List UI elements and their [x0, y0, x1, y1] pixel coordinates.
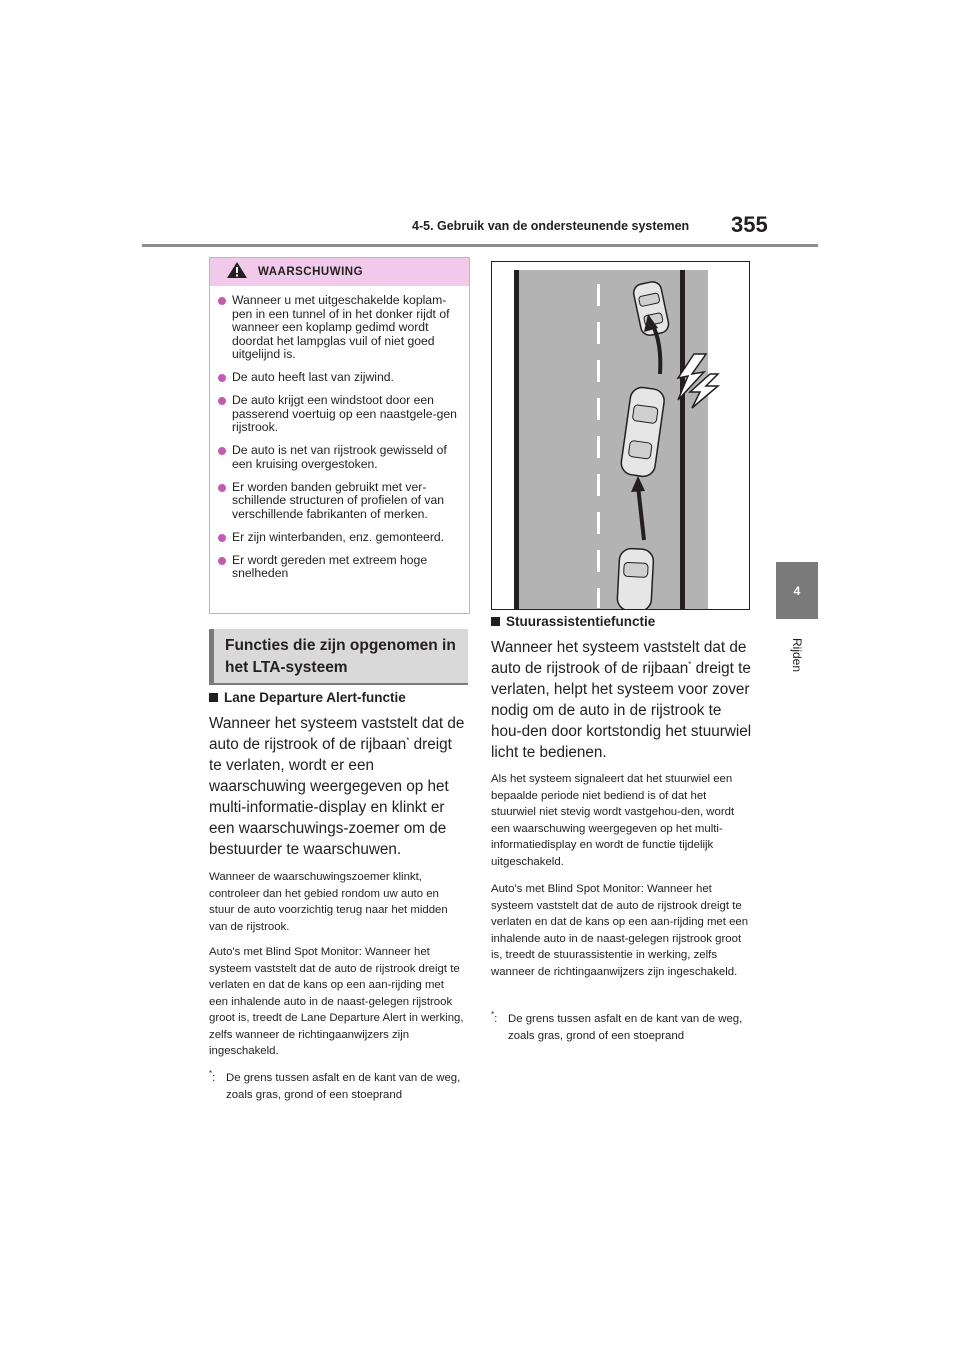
steering-body — [491, 637, 753, 763]
section-heading: Functies die zijn opgenomen in het LTA-systeem — [225, 637, 456, 676]
footnote-marker: * — [406, 735, 410, 745]
warning-triangle-icon — [226, 261, 248, 284]
bullet-icon — [218, 374, 226, 382]
section-heading-bar — [209, 629, 214, 685]
warning-item — [216, 444, 463, 471]
bullet-icon — [218, 534, 226, 542]
lda-body-text-cont: dreigt te verlaten, wordt er een waarschuwing weergegeven op het multi-informatie-display en klinkt er een waarschuwings-zoemer om de bestuurder te waarschuwen. — [209, 736, 452, 858]
steering-note-bsm: Auto's met Blind Spot Monitor: Wanneer het systeem vaststelt dat de auto de rijstrook dreigt te verlaten en dat de kans op een aan-rijding met een inhalende auto in de naast-gelegen rijstrook groot is, treedt de stuurassistentie in werking, zelfs wanneer de richtingaanwijzers zijn ingeschakeld. — [491, 883, 749, 978]
lda-note-bsm: Auto's met Blind Spot Monitor: Wanneer het systeem vaststelt dat de auto de rijstrook dreigt te verlaten en dat de kans op een aan-rijding met een inhalende auto in de naast-gelegen rijstrook groot is, treedt de Lane Departure Alert in werking, zelfs wanneer de richtingaanwijzers zijn ingeschakeld. — [209, 946, 464, 1057]
footnote-marker: * — [209, 1069, 213, 1079]
road-edge-left — [514, 270, 519, 609]
lane-center-dashes — [597, 284, 600, 608]
warning-item — [216, 371, 463, 385]
bullet-icon — [218, 557, 226, 565]
bullet-icon — [218, 484, 226, 492]
chapter-label: Rijden — [790, 638, 804, 673]
lda-footnote: *: De grens tussen asfalt en de kant van de weg, zoals gras, grond of een stoeprand — [209, 1070, 465, 1103]
warning-item-text: De auto krijgt een windstoot door een passerend voertuig op een naastgele-gen rijstrook. — [232, 393, 457, 434]
bullet-icon — [218, 447, 226, 455]
warning-item-text: Er worden banden gebruikt met ver-schillende structuren of profielen of van verschillende fabrikanten of merken. — [232, 479, 445, 521]
header-divider — [142, 244, 818, 247]
warning-item — [216, 481, 463, 522]
lda-body-text: Wanneer het systeem vaststelt dat de auto de rijstrook of de rijbaan — [209, 715, 465, 753]
footnote-marker: * — [491, 1010, 495, 1020]
lane-assist-illustration — [491, 261, 750, 610]
warning-item — [216, 554, 463, 581]
warning-list — [210, 286, 469, 581]
chapter-tab: 4 — [776, 562, 818, 619]
warning-item-text: Wanneer u met uitgeschakelde koplam-pen in een tunnel of in het donker rijdt of wanneer een koplamp gedimd wordt doordat het lampglas vuil of niet goed uitgelijnd is. — [232, 293, 450, 361]
warning-item — [216, 294, 463, 362]
lda-heading: Lane Departure Alert-functie — [209, 690, 406, 705]
warning-item — [216, 531, 463, 545]
bullet-icon — [218, 397, 226, 405]
steering-footnote: *: De grens tussen asfalt en de kant van de weg, zoals gras, grond of een stoeprand — [491, 1011, 749, 1044]
steering-note-wheel: Als het systeem signaleert dat het stuurwiel een bepaalde periode niet bediend is of dat het stuurwiel niet stevig wordt vastgehou-den, wordt een waarschuwing weergegeven op het multi-informatiedisplay en wordt de functie tijdelijk uitgeschakeld. — [491, 773, 735, 868]
section-header-title: 4-5. Gebruik van de ondersteunende systemen — [412, 219, 690, 233]
lda-note-buzzer: Wanneer de waarschuwingszoemer klinkt, controleer dan het gebied rondom uw auto en stuur de auto voorzichtig terug naar het midden van de rijstrook. — [209, 871, 448, 933]
warning-item-text: De auto is net van rijstrook gewisseld of een kruising overgestoken. — [232, 443, 447, 471]
footnote-marker: * — [688, 659, 692, 669]
section-heading-box — [209, 629, 468, 685]
page-number: 355 — [731, 212, 768, 237]
car-icon — [617, 548, 654, 609]
steering-footnote-text: De grens tussen asfalt en de kant van de weg, zoals gras, grond of een stoeprand — [508, 1013, 743, 1042]
steering-body-text: Wanneer het systeem vaststelt dat de auto de rijstrook of de rijbaan — [491, 639, 747, 677]
warning-box — [209, 257, 470, 614]
warning-item-text: Er wordt gereden met extreem hoge snelheden — [232, 552, 428, 580]
bullet-icon — [218, 297, 226, 305]
steering-body-text-cont: dreigt te verlaten, helpt het systeem voor zover nodig om de auto in de rijstrook te hou-den door kortstondig het stuurwiel licht te bedienen. — [491, 660, 752, 761]
road-edge-right — [680, 270, 685, 609]
steering-heading: Stuurassistentiefunctie — [491, 614, 655, 629]
lda-footnote-text: De grens tussen asfalt en de kant van de weg, zoals gras, grond of een stoeprand — [226, 1072, 461, 1101]
warning-title: WAARSCHUWING — [258, 266, 364, 278]
lda-body — [209, 713, 467, 860]
warning-item — [216, 394, 463, 435]
warning-item-text: Er zijn winterbanden, enz. gemonteerd. — [232, 529, 445, 544]
warning-item-text: De auto heeft last van zijwind. — [232, 370, 394, 384]
warning-header — [210, 258, 469, 286]
road-surface — [514, 270, 708, 609]
